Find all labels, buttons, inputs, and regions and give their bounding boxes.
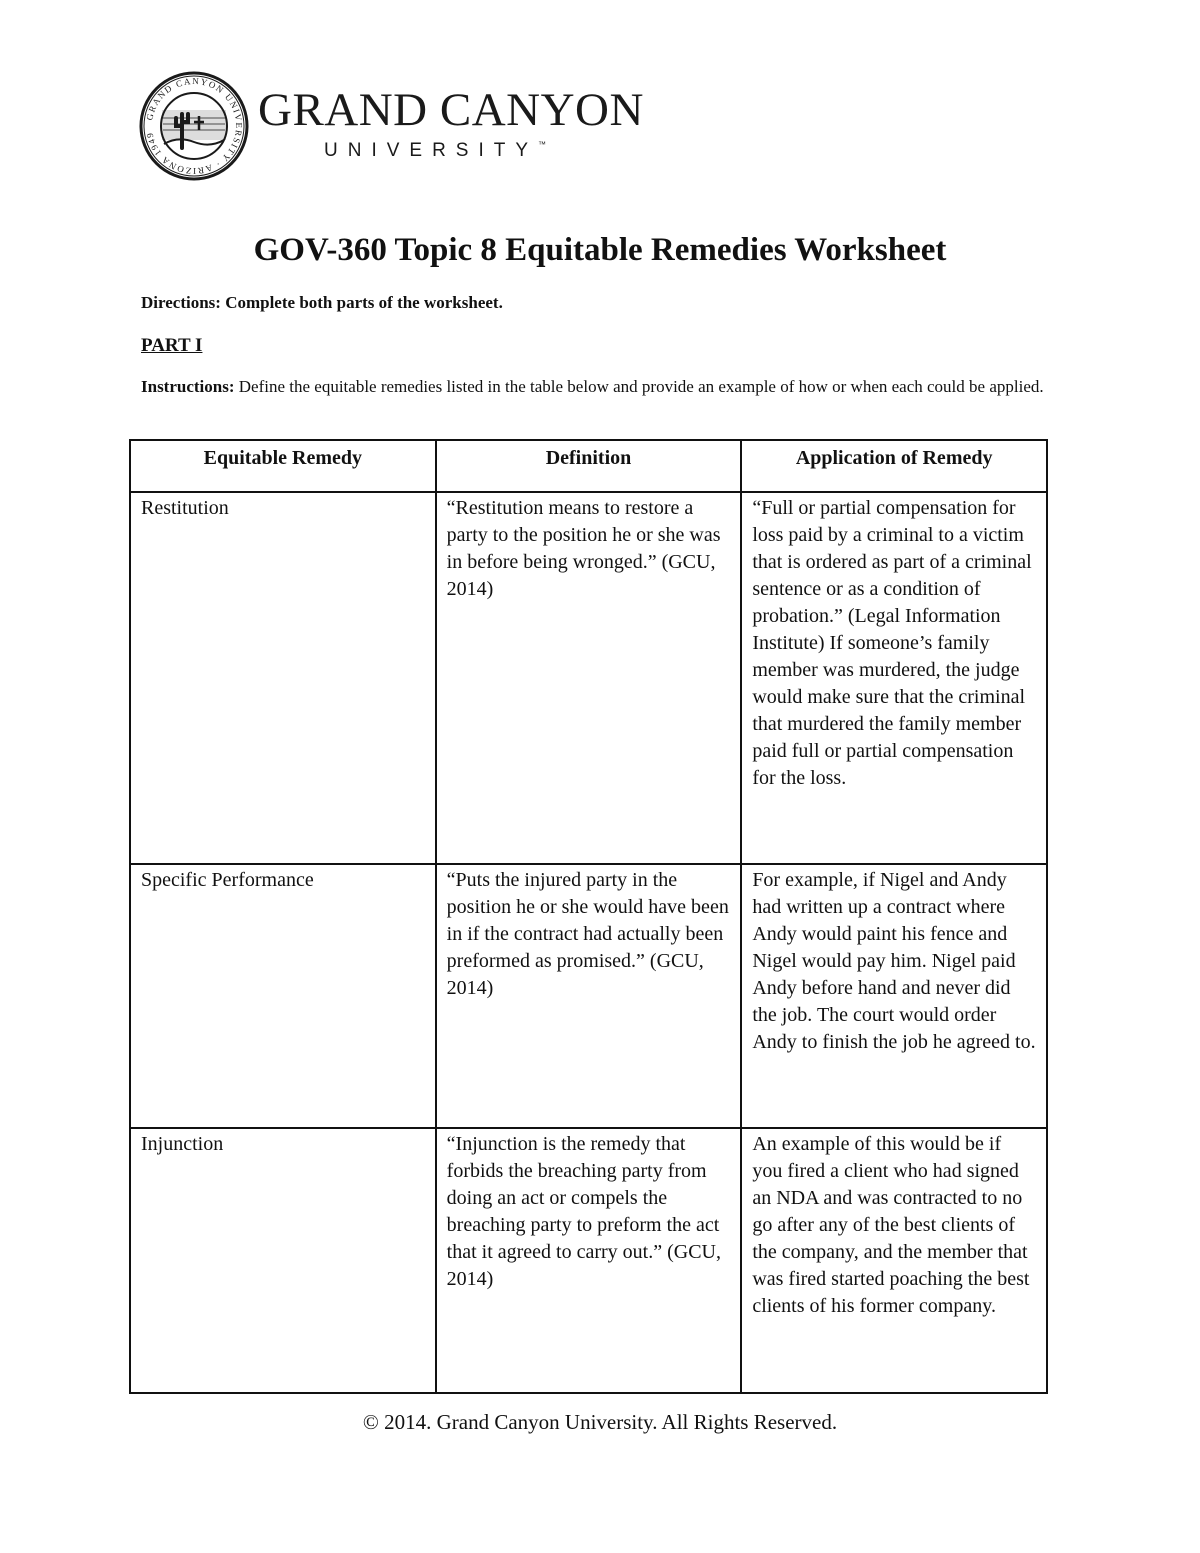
remedies-table xyxy=(129,439,1048,1394)
remedy-cell: Restitution xyxy=(130,492,436,864)
header-definition: Definition xyxy=(436,440,742,492)
university-wordmark xyxy=(258,83,644,162)
wordmark-top: GRAND CANYON xyxy=(258,83,644,136)
application-cell: For example, if Nigel and Andy had written up a contract where Andy would paint his fence and Nigel would pay him. Nigel paid Andy before hand and never did the job. The court would order Andy to finish the job he agreed to. xyxy=(741,864,1047,1128)
copyright-footer: © 2014. Grand Canyon University. All Rights Reserved. xyxy=(362,1410,838,1434)
university-seal-icon xyxy=(138,70,250,182)
part-heading: PART I xyxy=(141,335,203,356)
wordmark-bottom xyxy=(324,140,644,162)
application-cell: “Full or partial compensation for loss paid by a criminal to a victim that is ordered as part of a criminal sentence or as a condition of probation.” (Legal Information Institute) If someone’s family member was murdered, the judge would make sure that the criminal that murdered the family member paid full or partial compensation for the loss. xyxy=(741,492,1047,864)
directions-text: Directions: Complete both parts of the worksheet. xyxy=(141,293,503,312)
definition-cell: “Puts the injured party in the position he or she would have been in if the contract had actually been preformed as promised.” (GCU, 2014) xyxy=(436,864,742,1128)
trademark-symbol: ™ xyxy=(538,139,547,149)
instructions-paragraph xyxy=(141,376,1051,398)
table-row xyxy=(130,492,1047,864)
header-application: Application of Remedy xyxy=(741,440,1047,492)
table-header-row xyxy=(130,440,1047,492)
instructions-label: Instructions: xyxy=(141,377,235,396)
table-row xyxy=(130,864,1047,1128)
seal-text: GRAND CANYON UNIVERSITY · ARIZONA 1949 xyxy=(144,75,245,177)
worksheet-title: GOV-360 Topic 8 Equitable Remedies Worksheet xyxy=(253,232,947,268)
table-row xyxy=(130,1128,1047,1393)
remedy-cell: Specific Performance xyxy=(130,864,436,1128)
header-equitable-remedy: Equitable Remedy xyxy=(130,440,436,492)
wordmark-university: UNIVERSITY xyxy=(324,139,539,161)
remedy-cell: Injunction xyxy=(130,1128,436,1393)
university-logo xyxy=(138,70,644,182)
definition-cell: “Injunction is the remedy that forbids the breaching party from doing an act or compels the breaching party to preform the act that it agreed to carry out.” (GCU, 2014) xyxy=(436,1128,742,1393)
application-cell: An example of this would be if you fired a client who had signed an NDA and was contracted to no go after any of the best clients of the company, and the member that was fired started poaching the best clients of his former company. xyxy=(741,1128,1047,1393)
definition-cell: “Restitution means to restore a party to the position he or she was in before being wronged.” (GCU, 2014) xyxy=(436,492,742,864)
instructions-text: Define the equitable remedies listed in the table below and provide an example of how or when each could be applied. xyxy=(234,377,1044,396)
